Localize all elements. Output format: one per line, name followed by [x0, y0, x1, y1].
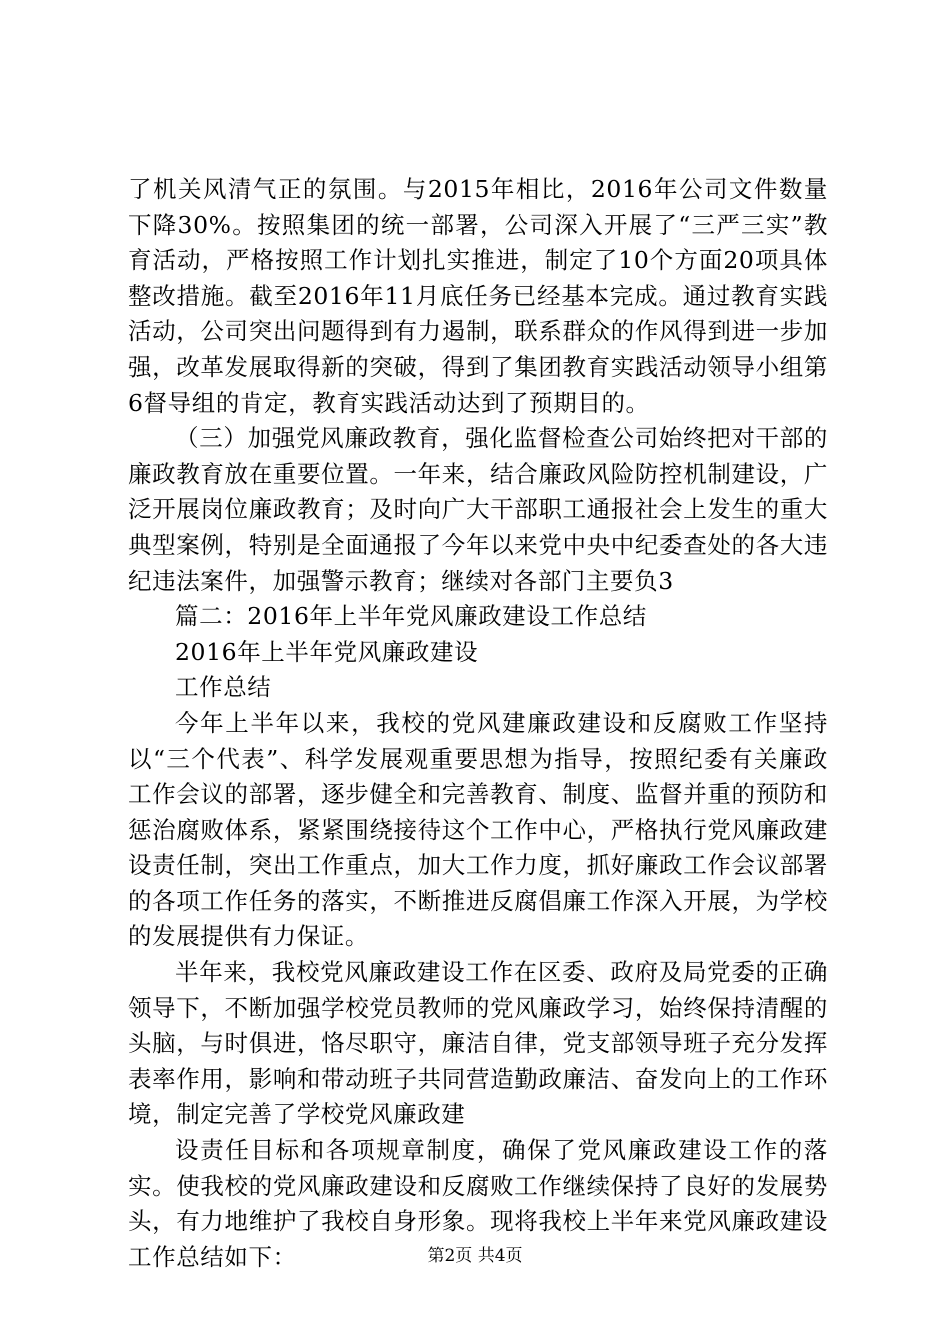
document-title: 2016年上半年党风廉政建设: [175, 637, 479, 666]
paragraph: 半年来，我校党风廉政建设工作在区委、政府及局党委的正确领导下，不断加强学校党员教师的党风廉政学习，始终保持清醒的头脑，与时俱进，恪尽职守，廉洁自律，党支部领导班子充分发挥表率作用，影响和带动班子共同营造勤政廉洁、奋发向上的工作环境，制定完善了学校党风廉政建: [128, 958, 828, 1129]
paragraph: 了机关风清气正的氛围。与2015年相比，2016年公司文件数量下降30%。按照集团的统一部署，公司深入开展了“三严三实”教育活动，严格按照工作计划扎实推进，制定了10个方面20项具体整改措施。截至2016年11月底任务已经基本完成。通过教育实践活动，公司突出问题得到有力遏制，联系群众的作风得到进一步加强，改革发展取得新的突破，得到了集团教育实践活动领导小组第6督导组的肯定，教育实践活动达到了预期目的。: [128, 175, 828, 417]
section-heading: 篇二：2016年上半年党风廉政建设工作总结: [175, 602, 647, 631]
paragraph: 设责任目标和各项规章制度，确保了党风廉政建设工作的落实。使我校的党风廉政建设和反腐败工作继续保持了良好的发展势头，有力地维护了我校自身形象。现将我校上半年来党风廉政建设工作总结如下：: [128, 1136, 828, 1271]
page-number-footer: 第2页 共4页: [427, 1246, 523, 1266]
document-subtitle: 工作总结: [175, 673, 272, 702]
document-body: [128, 172, 828, 1275]
paragraph: （三）加强党风廉政教育，强化监督检查公司始终把对干部的廉政教育放在重要位置。一年来，结合廉政风险防控机制建设，广泛开展岗位廉政教育；及时向广大干部职工通报社会上发生的重大典型案例，特别是全面通报了今年以来党中央中纪委查处的各大违纪违法案件，加强警示教育；继续对各部门主要负3: [128, 424, 828, 595]
paragraph: 今年上半年以来，我校的党风建廉政建设和反腐败工作坚持以“三个代表”、科学发展观重要思想为指导，按照纪委有关廉政工作会议的部署，逐步健全和完善教育、制度、监督并重的预防和惩治腐败体系，紧紧围绕接待这个工作中心，严格执行党风廉政建设责任制，突出工作重点，加大工作力度，抓好廉政工作会议部署的各项工作任务的落实，不断推进反腐倡廉工作深入开展，为学校的发展提供有力保证。: [128, 708, 828, 951]
